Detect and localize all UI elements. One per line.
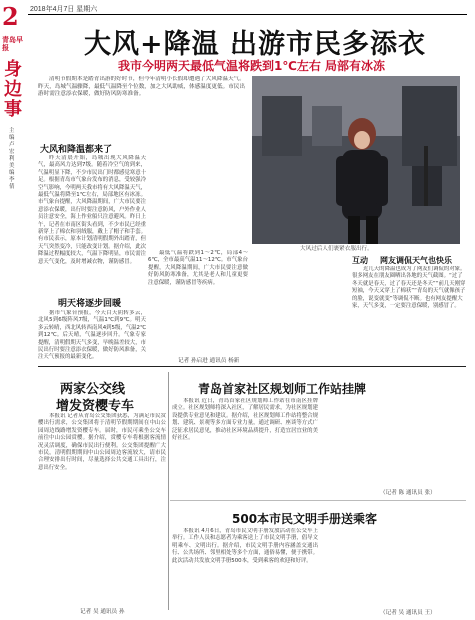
- main-subheadline: 我市今明两天最低气温将跌到1℃左右 局部有冰冻: [118, 59, 386, 73]
- newspaper-brand: 青岛早报: [2, 36, 23, 52]
- section-head-wind: 大风和降温都来了: [40, 145, 113, 155]
- planner-body-col2: [322, 398, 468, 484]
- section-sidebar: [0, 28, 28, 190]
- planner-headline: 青岛首家社区规划师工作站挂牌: [198, 382, 367, 396]
- interaction-body: 近几天的降温也成为了网友们调侃的对象。很多网友在朋友圈晒出各地的天气截图。“过了冬天就是春天，过了春天还是冬天”“前几天刚穿短袖，今天又穿上了棉袄”“青岛的天气就像孩子的脸，说变就变”等调侃不断。也有网友提醒大家，天气多变，一定要注意保暖，别感冒了。: [352, 266, 466, 310]
- section-title: 身边事: [4, 59, 22, 120]
- story-divider: [170, 500, 466, 501]
- main-headline: 大风+降温 出游市民多添衣: [84, 29, 427, 60]
- street-photo: [252, 76, 460, 244]
- article-body-col2: 最低气温将跌到1～2℃，局部4～6℃，全市最高气温11～12℃。市气象台提醒，大风降温期间，广大市民要注意做好防风防寒准备，尤其是老人和儿童更要注意保暖，谨防感冒等疾病。: [148, 250, 248, 286]
- article-body-col1: 昨天清晨开始，岛城出现大风降温天气，最高风力达到7级。随着冷空气的到来，气温明显下降，不少市民出门时都感觉寒意十足。根据青岛市气象台发布的消息，受较强冷空气影响，今明两天我市将有大风降温天气，最低气温将降至1℃左右，局部地区有冰冻。市气象台提醒，大风降温期间，广大市民要注意添衣保暖，出行时要注意防风，户外作业人员注意安全，海上作业船只注意避风。昨日上午，记者在市南区街头看到，不少市民已经重新穿上了棉衣和羽绒服，戴上了帽子和手套。有市民表示，原本计划清明假期外出踏青，但天气突然变冷，只能改变计划。据介绍，此次降温过程幅度较大，气温下降明显，市民需注意天气变化，及时增减衣物，谨防感冒。: [38, 155, 146, 265]
- editor-credits: 主编 卢宏利 美编 李倩: [9, 128, 15, 190]
- planner-body-col1: 本报讯 近日，青岛首家社区规划师工作站在市南区挂牌成立。社区规划师将深入社区，了解居民需求，为社区规划建设提供专业意见和建议。据介绍，社区规划师工作站将整合规划、建筑、景观等多方面专业力量，通过调研、座谈等方式广泛征求居民意见，推动社区环境品质提升，打造宜居宜业的美好社区。: [172, 398, 318, 442]
- interaction-subheading: 网友调侃天气也快乐: [380, 256, 452, 265]
- bus-byline: 记者 吴 通讯员 孙: [80, 609, 125, 615]
- column-divider: [168, 372, 169, 610]
- planner-byline: （记者 陈 通讯员 张）: [380, 490, 436, 496]
- main-byline: 记者 孙启进 通讯员 杨新: [178, 358, 240, 364]
- section-head-warming: 明天将逐步回暖: [58, 299, 122, 309]
- section-divider: [38, 366, 466, 367]
- bus-story-body: 本报讯 记者从青岛公交集团获悉，为满足市民赏樱出行需求，公交集团将于清明节假期期间在中山公园周边线路增发资樱专车。届时，市民可乘坐公交车前往中山公园赏樱。据介绍，赏樱专车将根据客流情况灵活调度，确保市民出行便利。公交集团提醒广大市民，清明假期期间中山公园周边客流较大，请市民合理安排出行时间，尽量选择公共交通工具出行，注意出行安全。: [38, 413, 166, 471]
- bus-headline-line1: 两家公交线: [60, 382, 126, 397]
- bus-headline-line2: 增发资樱专车: [56, 399, 135, 414]
- photo-caption: 大风过后人们裹紧衣服出行。: [300, 246, 373, 252]
- article-body-col1b: 据市气象台预报，今天白天阴转多云，北风5到6级阵风7级，气温1℃到9℃。明天多云转晴，西北风转西南风4到5级，气温2℃到12℃。后天晴，气温逐步回升。气象专家提醒，清明假期天气多变，早晚温差较大，市民出行时要注意添衣保暖，做好防风准备，关注天气预报的最新变化。: [38, 310, 146, 360]
- handbook-body: 本报讯 4月6日，青岛市民文明手册发放活动在公交车上举行。工作人员和志愿者为乘客送上了市民文明手册，倡导文明乘车、文明出行。据介绍，市民文明手册内容涵盖交通出行、公共场所、邻里相处等多个方面，通俗易懂，便于携带。此次活动共发放文明手册500本，受到乘客的欢迎和好评。: [172, 528, 318, 564]
- lead-paragraph: 清明节假期本是踏青出游的好时节，但今年清明小长假却遭遇了大风降温天气。昨天，岛城气温骤降，最低气温降至个位数，加之大风助威，体感温度更低。市民出游时需注意添衣保暖，做好防风防寒准备。: [38, 76, 245, 98]
- header-rule: [28, 14, 467, 15]
- issue-date: 2018年4月7日 星期六: [30, 6, 98, 13]
- handbook-headline: 500本市民文明手册送乘客: [232, 512, 378, 526]
- photo-illustration: [252, 76, 460, 244]
- page-number: 2: [2, 2, 19, 31]
- handbook-byline: （记者 吴 通讯员 王）: [380, 610, 436, 616]
- interaction-label: 互动: [352, 256, 368, 265]
